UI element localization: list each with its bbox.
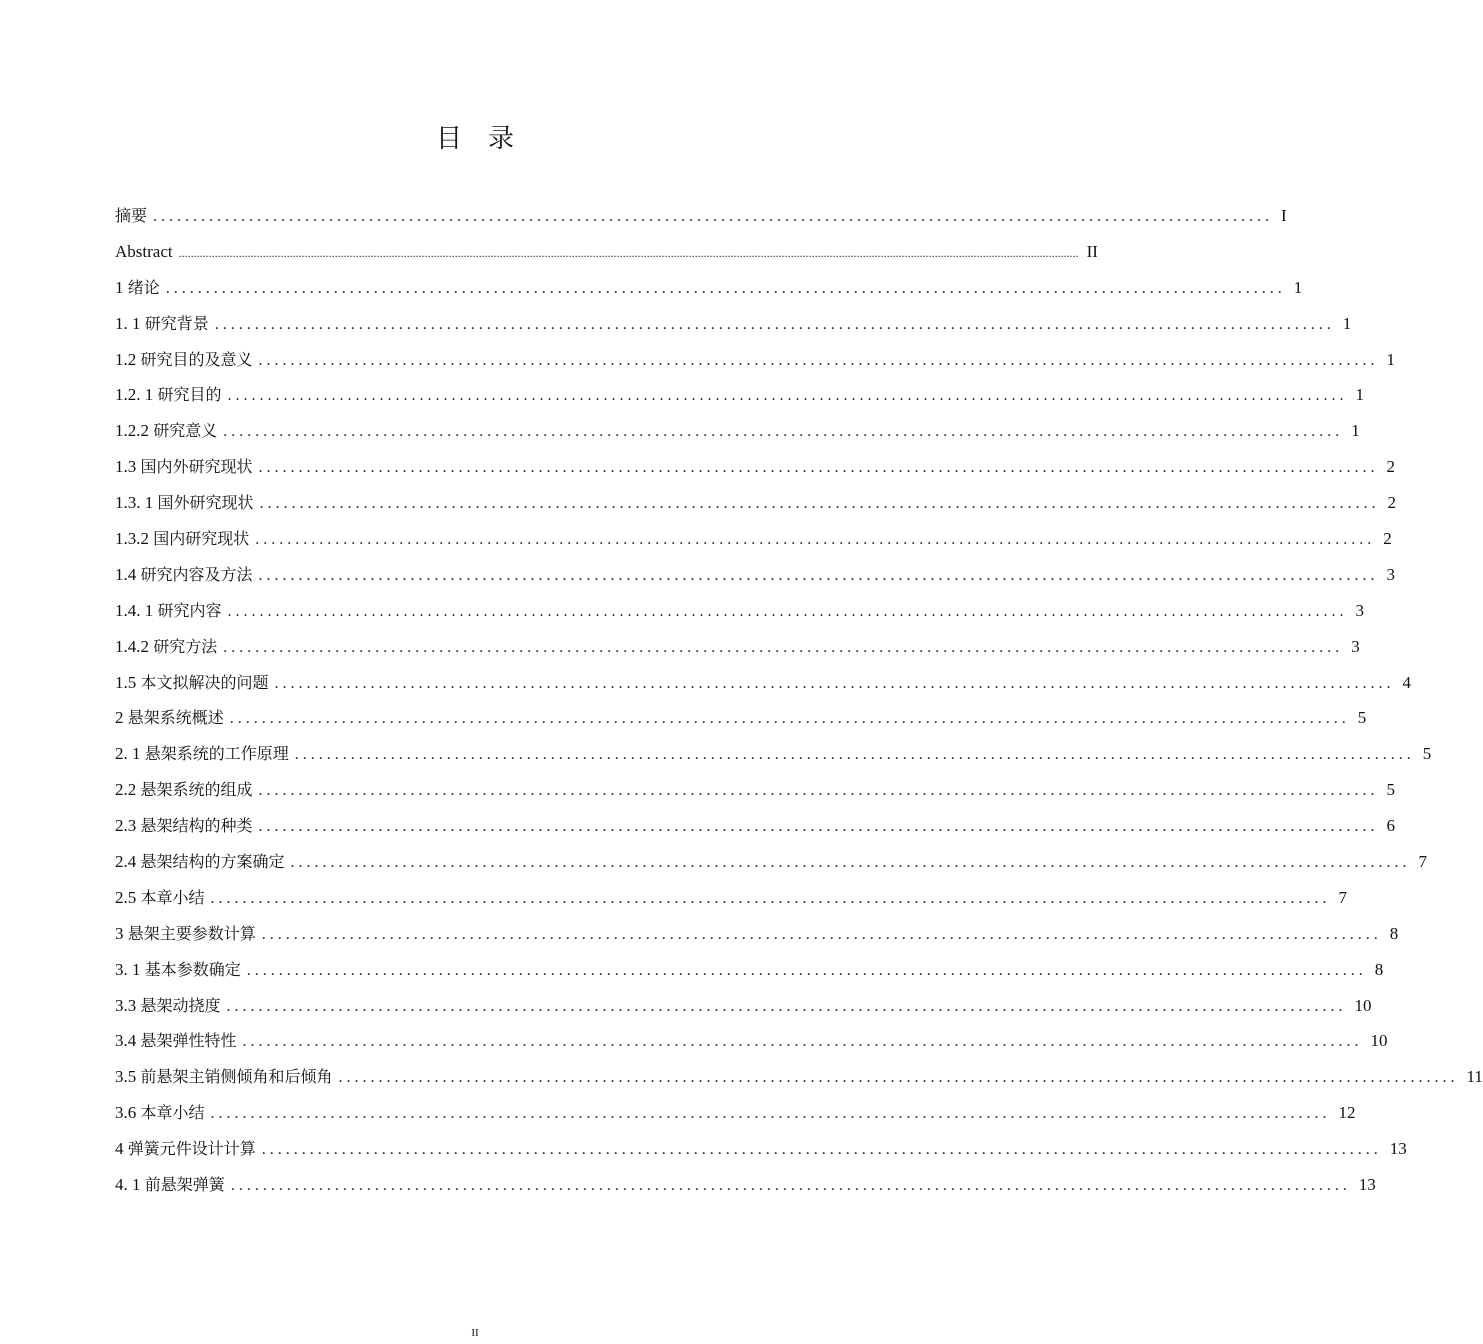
toc-leader-dots: ............................................................................................................................................: [246, 961, 1367, 979]
toc-entry-label: [115, 413, 223, 449]
toc-entry-number: 3.5: [115, 1067, 141, 1087]
page-number-footer: II: [471, 1327, 479, 1339]
toc-entry-label: [115, 844, 291, 880]
toc-entry[interactable]: [115, 413, 1360, 449]
toc-entry-title: 国内研究现状: [153, 529, 250, 549]
toc-leader-dots: ............................................................................................................................................: [223, 638, 1344, 656]
toc-entry[interactable]: [115, 377, 1365, 413]
toc-leader-dots: ............................................................................................................................................: [153, 208, 1274, 225]
toc-leader-dots: ............................................................................................................................................: [226, 997, 1347, 1015]
toc-leader-dots: ............................................................................................................................................: [223, 423, 1344, 441]
toc-leader-dots: ............................................................................................................................................: [242, 1033, 1363, 1051]
toc-entry-page: 12: [1338, 1103, 1356, 1123]
toc-entry-number: 2.2: [115, 780, 141, 800]
toc-entry-title: 悬架系统的组成: [140, 780, 253, 800]
toc-entry-label: [115, 557, 259, 593]
toc-leader-dots: ............................................................................................................................................: [227, 387, 1348, 405]
toc-entry-number: 1.4.2: [115, 636, 154, 656]
toc-entry-number: 3.4: [115, 1031, 141, 1051]
toc-entry-title: 悬架动挠度: [140, 995, 221, 1015]
toc-entry-page: 3: [1355, 600, 1365, 620]
toc-entry-title: 悬架系统概述: [127, 708, 224, 728]
toc-entry-number: 1.2: [115, 349, 141, 369]
table-of-contents: [115, 198, 1483, 1203]
toc-entry-number: 1.2. 1: [115, 385, 158, 405]
toc-entry-title: 悬架主要参数计算: [127, 923, 256, 943]
toc-entry-title: 研究内容及方法: [140, 564, 253, 584]
toc-entry-number: Abstract: [115, 241, 173, 261]
toc-entry-title: 绪论: [127, 277, 160, 297]
toc-entry-title: 前悬架主销侧倾角和后倾角: [140, 1067, 333, 1087]
toc-entry[interactable]: [115, 736, 1432, 772]
toc-entry-number: 2: [115, 708, 128, 728]
toc-entry[interactable]: [115, 808, 1396, 844]
toc-entry-page: I: [1281, 206, 1287, 225]
toc-entry-number: 2.4: [115, 852, 141, 872]
toc-entry-label: [115, 377, 228, 413]
toc-entry-label: [115, 772, 259, 808]
toc-entry[interactable]: [115, 665, 1412, 701]
toc-entry-page: 6: [1386, 816, 1396, 836]
toc-leader-dots: ............................................................................................................................................: [210, 1105, 1331, 1123]
toc-leader-dots: ............................................................................................................................................: [227, 602, 1348, 620]
toc-entry-title: 前悬架弹簧: [144, 1175, 225, 1195]
toc-entry-number: 1: [115, 277, 128, 297]
toc-entry-title: 弹簧元件设计计算: [127, 1139, 256, 1159]
toc-leader-dots: ............................................................................................................................................: [294, 746, 1415, 764]
toc-leader-dots: ............................................................................................................................................: [338, 1069, 1459, 1087]
toc-leader-dots: ............................................................................................................................................: [290, 854, 1411, 872]
toc-entry-page: 11: [1466, 1067, 1483, 1087]
toc-entry-number: 1. 1: [115, 313, 145, 333]
toc-entry-page: 7: [1338, 887, 1348, 907]
toc-entry-page: 5: [1386, 780, 1396, 800]
toc-entry-title: 悬架结构的种类: [140, 816, 253, 836]
toc-entry-title: 国外研究现状: [157, 493, 254, 513]
toc-entry[interactable]: [115, 1131, 1407, 1167]
toc-leader-dots: ............................................................................................................................................: [230, 1177, 1351, 1195]
toc-leader-dots: ............................................................................................................................................: [261, 925, 1382, 943]
toc-entry-page: 5: [1357, 708, 1367, 728]
toc-entry[interactable]: [115, 700, 1367, 736]
toc-entry-label: [115, 952, 247, 988]
toc-leader-dots: ............................................................................................................................................: [258, 782, 1379, 800]
toc-entry-number: 1.4: [115, 564, 141, 584]
toc-entry-label: [115, 485, 260, 521]
toc-entry-title: 研究内容: [157, 600, 222, 620]
toc-entry-label: [115, 665, 275, 701]
toc-entry[interactable]: [115, 1095, 1356, 1131]
toc-entry-title: 研究目的及意义: [140, 349, 253, 369]
toc-entry[interactable]: [115, 952, 1384, 988]
toc-entry-page: 13: [1358, 1175, 1376, 1195]
toc-entry-number: 1.3.2: [115, 529, 154, 549]
toc-leader-dots: ............................................................................................................................................: [210, 889, 1331, 907]
toc-entry-label: [115, 306, 215, 342]
toc-entry-number: 3: [115, 923, 128, 943]
toc-leader-dots: ............................................................................................................................................: [258, 351, 1379, 369]
toc-entry-page: II: [1086, 241, 1098, 261]
toc-leader-dots: ............................................................................................................................................: [214, 315, 1335, 333]
toc-leader-dots: ............................................................................................................................................: [259, 495, 1380, 513]
toc-leader-dots: ............................................................................................................................................: [165, 279, 1286, 297]
toc-leader-dots: ............................................................................................................................................: [255, 531, 1376, 549]
toc-entry-label: [115, 700, 230, 736]
toc-entry-title: 研究方法: [153, 636, 218, 656]
toc-entry-page: 13: [1389, 1139, 1407, 1159]
toc-entry[interactable]: [115, 306, 1352, 342]
toc-entry[interactable]: [115, 1167, 1376, 1203]
toc-entry-label: [115, 629, 223, 665]
toc-entry-label: [115, 449, 259, 485]
toc-entry-label: [115, 988, 227, 1024]
toc-entry-label: [115, 808, 259, 844]
toc-entry-label: [115, 593, 228, 629]
toc-entry-page: 1: [1293, 277, 1303, 297]
toc-entry-title: 研究背景: [144, 313, 209, 333]
toc-entry-page: 10: [1354, 995, 1372, 1015]
toc-entry-page: 1: [1351, 421, 1360, 441]
toc-entry-label: [115, 1095, 211, 1131]
toc-entry-number: 1.3. 1: [115, 493, 158, 513]
toc-entry-title: 本章小结: [140, 1103, 205, 1123]
toc-leader-dots: ............................................................................................................................................: [229, 710, 1350, 728]
toc-entry-title: 研究目的: [157, 385, 222, 405]
toc-entry-title: 悬架弹性特性: [140, 1031, 237, 1051]
toc-entry-page: 7: [1418, 852, 1428, 872]
toc-entry-page: 1: [1386, 349, 1396, 369]
toc-leader-dots: ............................................................................................................................................................................................................................................................................................................: [178, 245, 1079, 260]
toc-entry[interactable]: [115, 449, 1396, 485]
toc-entry-number: 4. 1: [115, 1175, 145, 1195]
toc-entry-number: 1.5: [115, 672, 141, 692]
toc-entry-label: [115, 521, 255, 557]
toc-leader-dots: ............................................................................................................................................: [258, 459, 1379, 477]
toc-entry-label: [115, 234, 179, 270]
toc-entry-label: [115, 342, 259, 378]
toc-entry-number: 1.2.2: [115, 421, 154, 441]
toc-entry-page: 2: [1386, 457, 1396, 477]
toc-entry-title: 本章小结: [140, 887, 205, 907]
toc-entry-label: [115, 270, 166, 306]
toc-entry[interactable]: [115, 557, 1396, 593]
toc-entry-number: 2.5: [115, 887, 141, 907]
toc-entry-number: 2. 1: [115, 744, 145, 764]
toc-entry-page: 1: [1342, 313, 1352, 333]
toc-entry-number: 3.3: [115, 995, 141, 1015]
toc-entry-title: 本文拟解决的问题: [140, 672, 269, 692]
toc-entry-page: 8: [1374, 959, 1384, 979]
toc-entry-title: 摘要: [115, 206, 148, 225]
toc-entry-title: 悬架结构的方案确定: [140, 852, 285, 872]
toc-entry-page: 4: [1402, 672, 1412, 692]
toc-entry-label: [115, 1059, 339, 1095]
toc-entry[interactable]: [115, 629, 1360, 665]
toc-entry-title: 基本参数确定: [144, 959, 241, 979]
toc-entry-page: 3: [1386, 564, 1396, 584]
toc-leader-dots: ............................................................................................................................................: [261, 1141, 1382, 1159]
toc-entry-number: 2.3: [115, 816, 141, 836]
toc-entry-page: 5: [1422, 744, 1432, 764]
toc-entry[interactable]: [115, 880, 1348, 916]
toc-entry[interactable]: [115, 485, 1397, 521]
toc-entry-label: [115, 880, 211, 916]
toc-entry-number: 1.3: [115, 457, 141, 477]
toc-entry-page: 1: [1355, 385, 1365, 405]
toc-entry[interactable]: [115, 772, 1396, 808]
toc-entry-page: 10: [1370, 1031, 1388, 1051]
toc-entry-label: [115, 198, 153, 234]
toc-entry-label: [115, 916, 262, 952]
toc-entry[interactable]: [115, 270, 1303, 306]
toc-entry[interactable]: [115, 916, 1399, 952]
toc-entry[interactable]: [115, 198, 1287, 234]
toc-entry-label: [115, 1167, 231, 1203]
toc-entry[interactable]: [115, 988, 1372, 1024]
toc-entry[interactable]: [115, 593, 1365, 629]
toc-entry[interactable]: [115, 844, 1428, 880]
toc-entry-page: 2: [1387, 493, 1397, 513]
toc-entry[interactable]: [115, 521, 1392, 557]
toc-entry-number: 1.4. 1: [115, 600, 158, 620]
toc-entry-number: 3.6: [115, 1103, 141, 1123]
toc-entry-label: [115, 1023, 243, 1059]
toc-entry-page: 2: [1383, 529, 1392, 549]
toc-entry-title: 国内外研究现状: [140, 457, 253, 477]
toc-entry[interactable]: [115, 1059, 1483, 1095]
toc-entry[interactable]: [115, 342, 1396, 378]
toc-entry-number: 3. 1: [115, 959, 145, 979]
toc-entry-label: [115, 736, 295, 772]
toc-entry-number: 4: [115, 1139, 128, 1159]
toc-leader-dots: ............................................................................................................................................: [258, 566, 1379, 584]
toc-entry[interactable]: [115, 234, 1098, 270]
toc-entry-page: 8: [1389, 923, 1399, 943]
toc-entry-page: 3: [1351, 636, 1360, 656]
toc-entry[interactable]: [115, 1023, 1388, 1059]
toc-leader-dots: ............................................................................................................................................: [258, 818, 1379, 836]
toc-entry-title: 研究意义: [153, 421, 218, 441]
toc-entry-label: [115, 1131, 262, 1167]
toc-leader-dots: ............................................................................................................................................: [274, 674, 1395, 692]
toc-entry-title: 悬架系统的工作原理: [144, 744, 289, 764]
page-title: 目 录: [435, 124, 514, 154]
